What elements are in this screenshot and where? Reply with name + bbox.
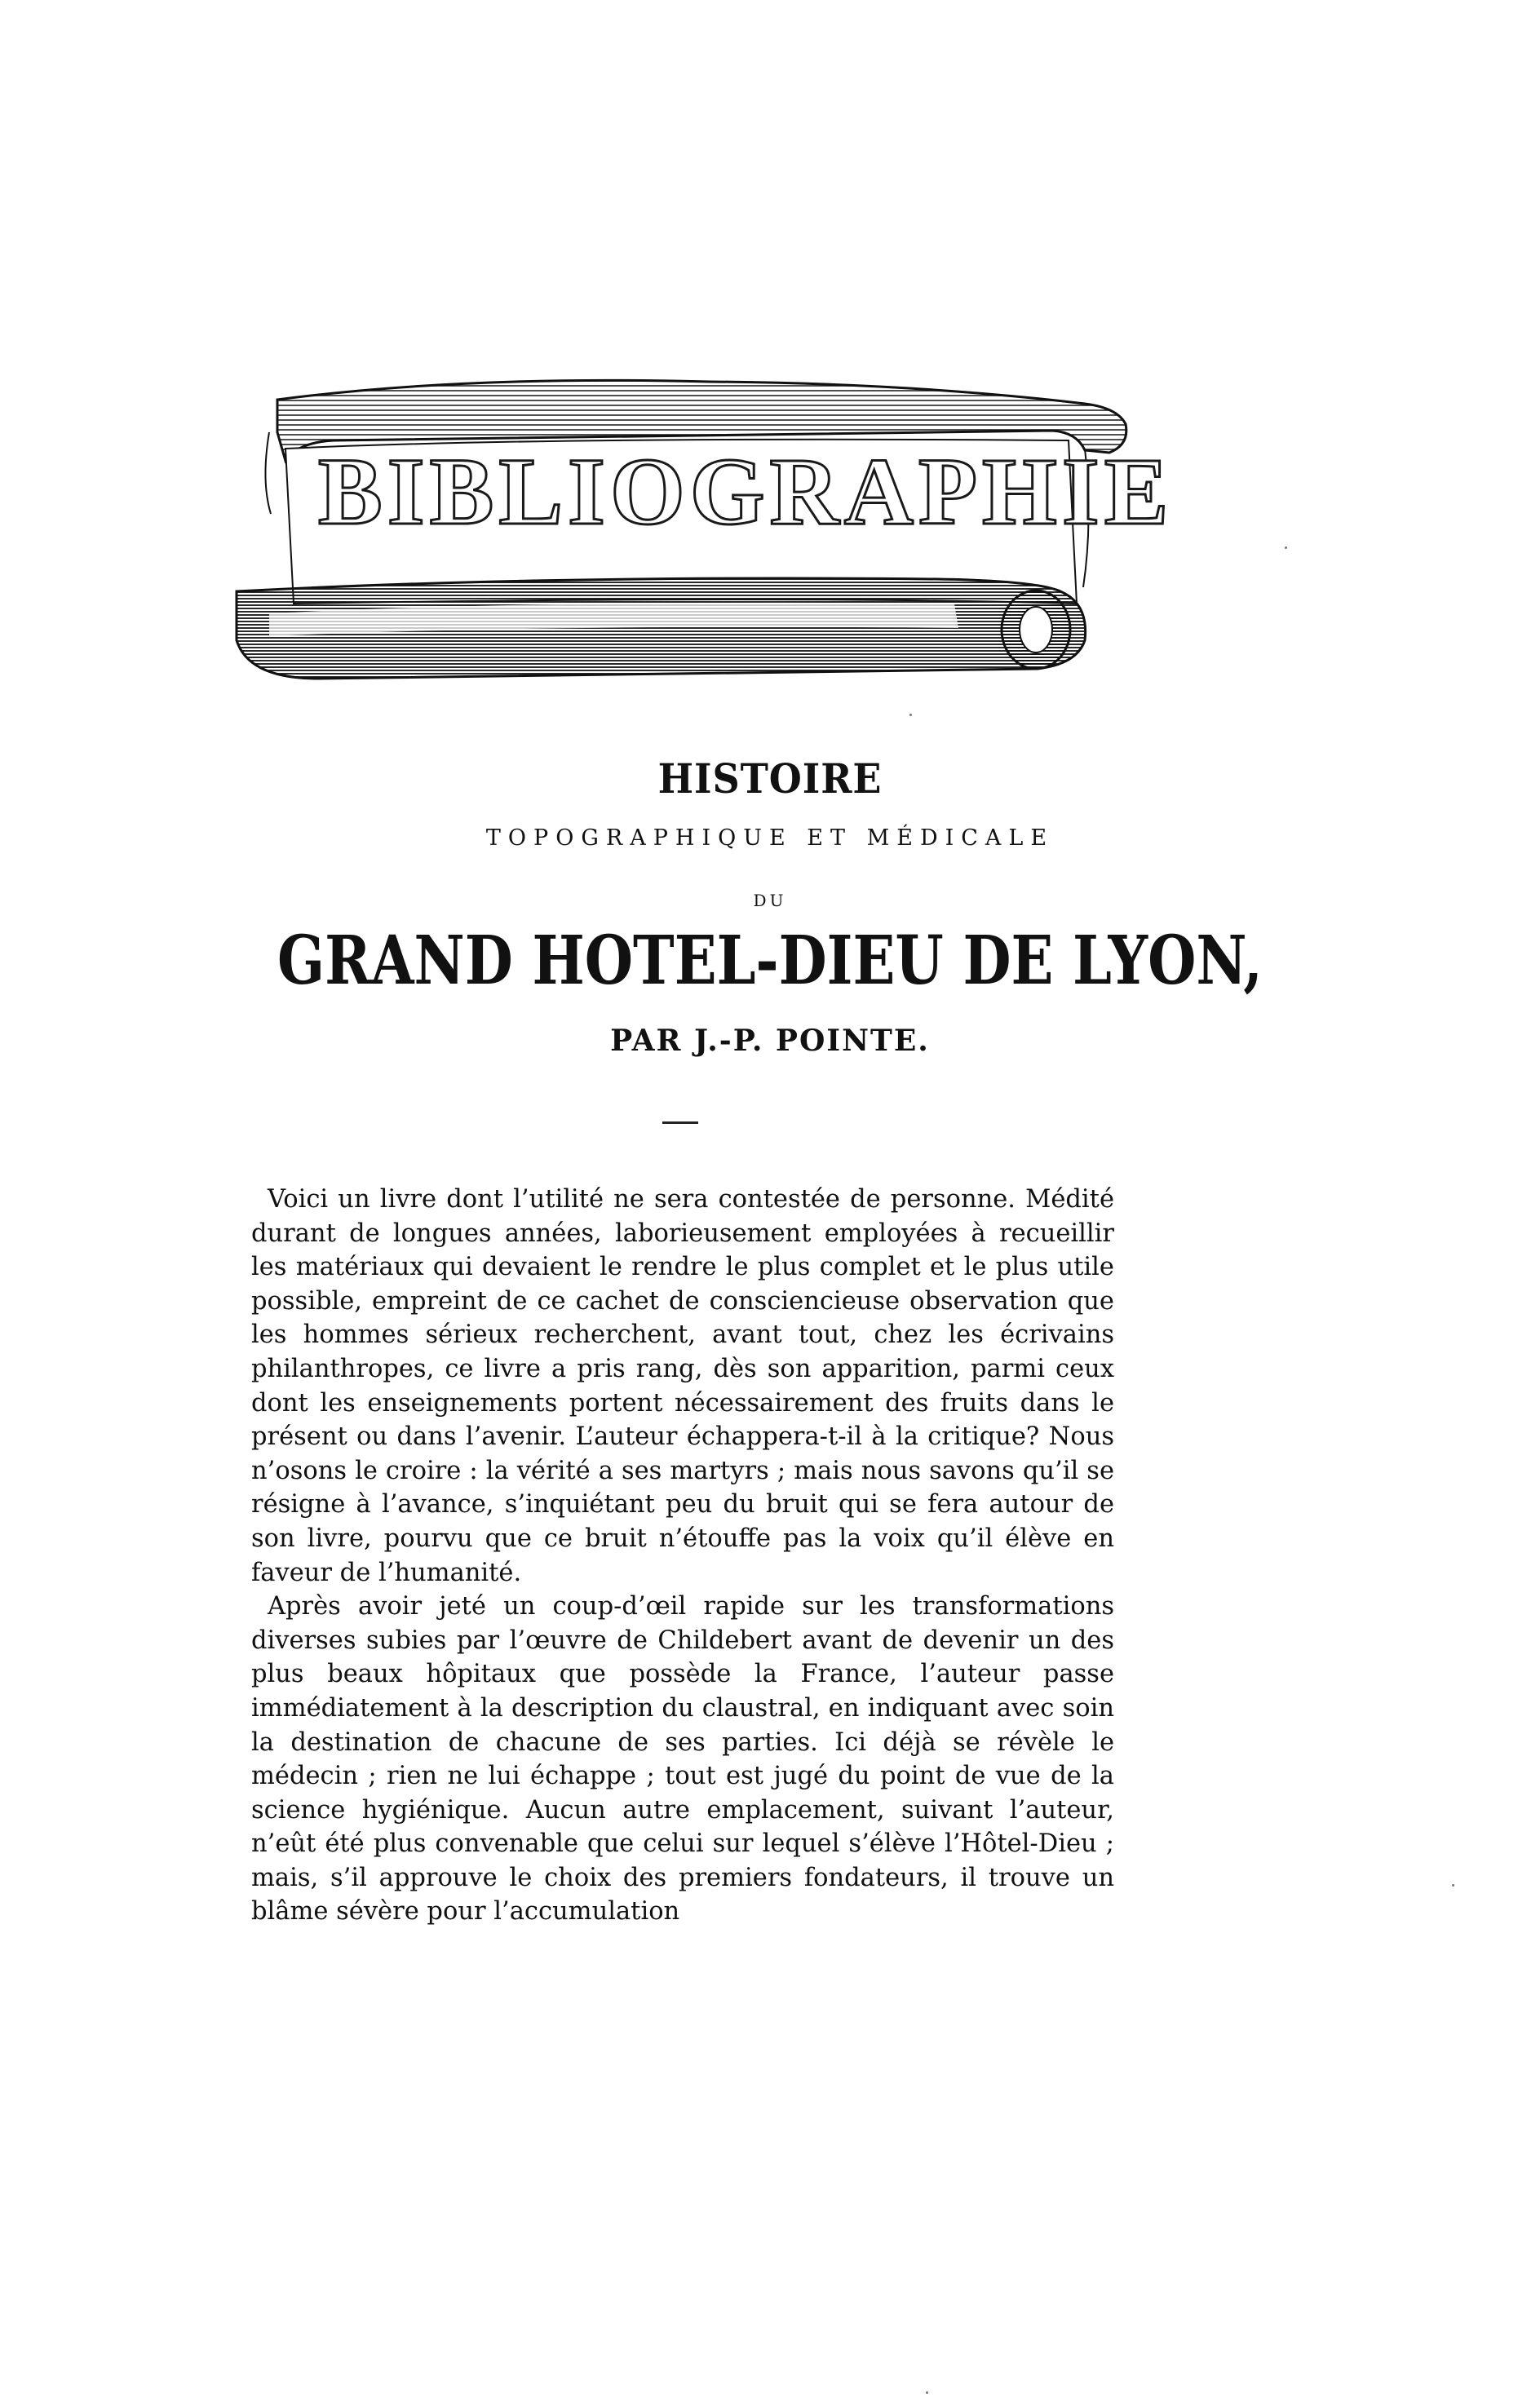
paper-speck xyxy=(1285,546,1287,549)
title-subtitle: TOPOGRAPHIQUE ET MÉDICALE xyxy=(485,825,1055,851)
paragraph: Après avoir jeté un coup-d’œil rapide sur les transformations diverses subies par l’œuvre de Childebert avant de devenir un des plus beaux hôpitaux que possède la France, l’auteur passe immédiatement à la description du claustral, en indiquant avec soin la destination de chacune de ses parties. Ici déjà se révèle le médecin ; rien ne lui échappe ; tout est jugé du point de vue de la science hygiénique. Aucun autre emplacement, suivant l’auteur, n’eût été plus convenable que celui sur lequel s’élève l’Hôtel-Dieu ; mais, s’il approuve le choix des premiers fondateurs, il trouve un blâme sévère pour l’accumulation xyxy=(251,1592,1114,1926)
paper-speck xyxy=(909,714,912,716)
title-author: PAR J.-P. POINTE. xyxy=(610,1024,930,1058)
scroll-banner xyxy=(220,359,1174,685)
title-grand-hotel-dieu: GRAND HOTEL-DIEU DE LYON, xyxy=(277,922,1263,1000)
title-histoire: HISTOIRE xyxy=(657,754,883,803)
paper-speck xyxy=(1452,1884,1454,1887)
paragraph: Voici un livre dont l’utilité ne sera contestée de personne. Médité durant de longues années, laborieusement employées à recueillir les matériaux qui devaient le rendre le plus complet et le plus utile possible, empreint de ce cachet de consciencieuse observation que les hommes sérieux recherchent, avant tout, chez les écrivains philanthropes, ce livre a pris rang, dès son apparition, parmi ceux dont les enseignements portent nécessairement des fruits dans le présent ou dans l’avenir. L’auteur échappera-t-il à la critique? Nous n’osons le croire : la vérité a ses martyrs ; mais nous savons qu’il se résigne à l’avance, s’inquiétant peu du bruit qui se fera autour de son livre, pourvu que ce bruit n’étouffe pas la voix qu’il élève en faveur de l’humanité. xyxy=(251,1185,1114,1587)
title-du: DU xyxy=(753,891,787,910)
paper-speck xyxy=(926,2391,928,2394)
banner-title: BIBLIOGRAPHIE xyxy=(318,438,1174,545)
article-body xyxy=(251,1183,1114,1929)
separator-rule xyxy=(662,1121,698,1124)
